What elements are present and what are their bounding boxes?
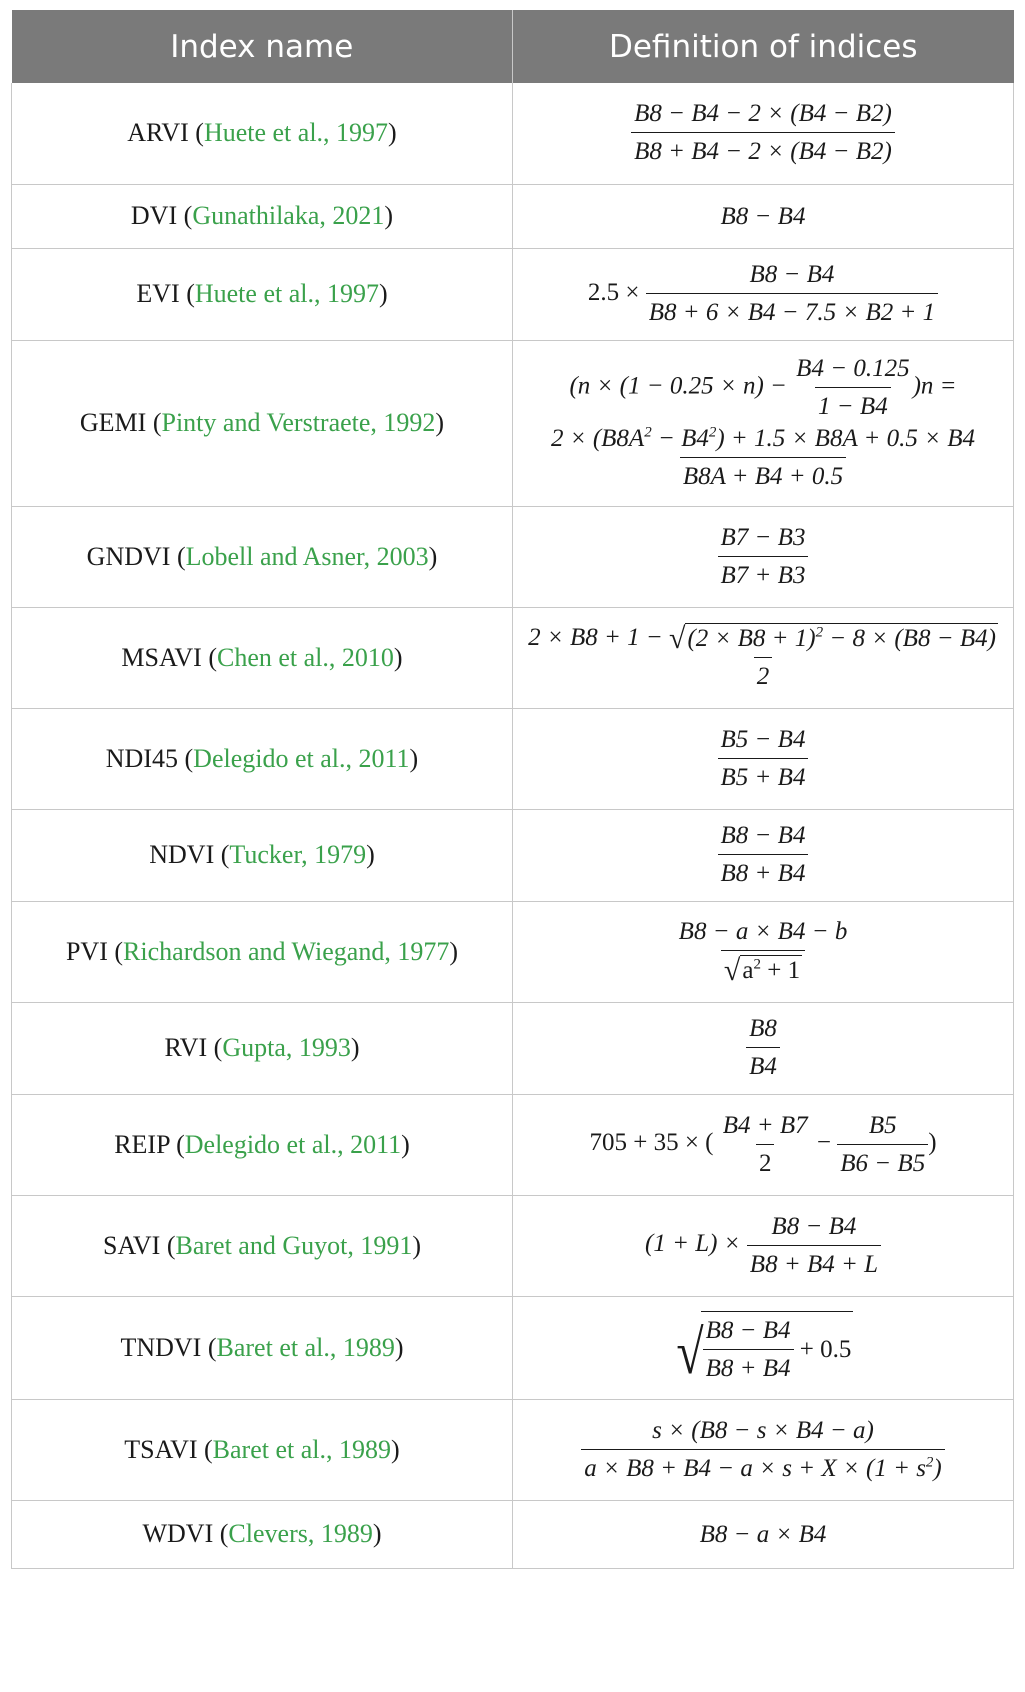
index-cell: DVI (Gunathilaka, 2021)	[12, 184, 513, 248]
table-row	[12, 340, 1014, 506]
formula-cell	[513, 1094, 1014, 1195]
index-cell: PVI (Richardson and Wiegand, 1977)	[12, 901, 513, 1002]
reference-link[interactable]: Lobell and Asner, 2003	[185, 541, 429, 571]
index-cell: RVI (Gupta, 1993)	[12, 1002, 513, 1094]
reference-link[interactable]: Baret et al., 1989	[216, 1332, 395, 1362]
formula-reip	[589, 1111, 937, 1177]
formula-denominator: B8 + B4	[718, 854, 809, 889]
table-row	[12, 1195, 1014, 1296]
formula-tndvi-post: + 0.5	[799, 1336, 852, 1363]
reference-link[interactable]: Huete et al., 1997	[194, 279, 379, 308]
formula-numerator: B7 − B3	[720, 523, 806, 551]
index-name: EVI	[136, 279, 180, 308]
reference-link[interactable]: Huete et al., 1997	[203, 118, 389, 148]
index-name: NDVI	[149, 840, 215, 869]
formula-gndvi	[718, 523, 809, 589]
formula-denominator: B8 + B4	[703, 1349, 794, 1384]
index-cell: MSAVI (Chen et al., 2010)	[12, 607, 513, 708]
formula-cell	[513, 809, 1014, 901]
table-row	[12, 1500, 1014, 1568]
formula-denominator: B8 + 6 × B4 − 7.5 × B2 + 1	[646, 293, 938, 328]
table-row	[12, 506, 1014, 607]
formula-coefficient: 2.5 ×	[587, 278, 640, 306]
reference-link[interactable]: Chen et al., 2010	[217, 642, 394, 672]
index-cell: WDVI (Clevers, 1989)	[12, 1500, 513, 1568]
formula-pvi	[676, 917, 851, 988]
formula-cell	[513, 83, 1014, 184]
table-row	[12, 184, 1014, 248]
table-row	[12, 1399, 1014, 1500]
index-cell: EVI (Huete et al., 1997)	[12, 248, 513, 340]
formula-cell	[513, 1296, 1014, 1399]
index-name: RVI	[164, 1033, 208, 1062]
table-header-row	[12, 10, 1014, 83]
index-name: GNDVI	[86, 541, 171, 571]
formula-dvi: B8 − B4	[720, 203, 806, 230]
formula-denominator: B8 + B4 − 2 × (B4 − B2)	[631, 132, 895, 167]
formula-denominator: 2	[756, 1144, 775, 1179]
reference-link[interactable]: Gupta, 1993	[222, 1033, 351, 1062]
formula-denominator: 2	[754, 657, 773, 692]
index-cell: TSAVI (Baret et al., 1989)	[12, 1399, 513, 1500]
index-name: ARVI	[127, 118, 189, 148]
formula-denominator: $a \times B8 + B4 - a \times s + X \times (1 + s^2)$	[581, 1449, 945, 1484]
formula-numerator: B5 − B4	[720, 725, 806, 753]
reference-link[interactable]: Richardson and Wiegand, 1977	[123, 936, 450, 966]
table-row	[12, 1296, 1014, 1399]
index-name: TSAVI	[124, 1434, 198, 1464]
formula-cell	[513, 506, 1014, 607]
table-row	[12, 607, 1014, 708]
sqrt-symbol: √ $a^2 + 1$	[723, 954, 801, 988]
formula-ndvi	[718, 822, 809, 887]
formula-numerator: $2 \times (B8A^2 - B4^2) + 1.5 \times B8A + 0.5 \times B4$	[550, 424, 976, 452]
formula-numerator: B8 − B4 − 2 × (B4 − B2)	[634, 100, 892, 128]
vegetation-indices-table	[11, 10, 1014, 1569]
formula-denominator: B4	[746, 1047, 780, 1082]
formula-denominator	[721, 950, 805, 987]
index-name: DVI	[130, 201, 178, 230]
formula-numerator: B8 − B4	[720, 822, 806, 849]
index-name: NDI45	[105, 743, 178, 773]
formula-numerator: B4 − 0.125	[796, 355, 910, 382]
table-row	[12, 901, 1014, 1002]
index-cell: ARVI (Huete et al., 1997)	[12, 83, 513, 184]
formula-cell	[513, 184, 1014, 248]
formula-numerator: B8 − B4	[705, 1317, 791, 1344]
table-row	[12, 83, 1014, 184]
formula-cell	[513, 1500, 1014, 1568]
formula-numerator: B8 − a × B4 − b	[678, 917, 848, 945]
index-name: MSAVI	[121, 642, 202, 672]
formula-msavi	[525, 622, 1001, 691]
index-name: PVI	[65, 936, 108, 966]
formula-numerator: 2 × B8 + 1 − √ $(2 \times B8 + 1)^2 - 8 \times (B8 - B4)$	[528, 622, 996, 656]
header-index-name: Index name	[12, 10, 513, 83]
index-cell: NDVI (Tucker, 1979)	[12, 809, 513, 901]
formula-gemi-post: )n =	[912, 372, 957, 400]
indices-table-page	[11, 10, 1014, 1569]
formula-savi	[645, 1212, 881, 1278]
formula-savi-pre: (1 + L) ×	[645, 1230, 741, 1258]
formula-reip-minus: −	[816, 1129, 832, 1157]
header-definition: Definition of indices	[513, 10, 1014, 83]
table-row	[12, 1002, 1014, 1094]
formula-denominator: 1 − B4	[815, 387, 891, 422]
formula-denominator: B7 + B3	[718, 556, 809, 591]
formula-denominator: B5 + B4	[718, 758, 809, 793]
formula-denominator: B6 − B5	[837, 1144, 928, 1179]
table-row	[12, 708, 1014, 809]
index-cell: TNDVI (Baret et al., 1989)	[12, 1296, 513, 1399]
formula-numerator: B8 − B4	[749, 261, 835, 288]
reference-link[interactable]: Baret et al., 1989	[212, 1434, 392, 1464]
index-name: WDVI	[142, 1519, 214, 1548]
table-row	[12, 248, 1014, 340]
reference-link[interactable]: Delegido et al., 2011	[193, 743, 410, 773]
reference-link[interactable]: Delegido et al., 2011	[184, 1129, 402, 1159]
formula-cell	[513, 1399, 1014, 1500]
table-row	[12, 809, 1014, 901]
reference-link[interactable]: Tucker, 1979	[229, 840, 367, 869]
index-cell: NDI45 (Delegido et al., 2011)	[12, 708, 513, 809]
index-cell: GNDVI (Lobell and Asner, 2003)	[12, 506, 513, 607]
index-name: TNDVI	[120, 1332, 202, 1362]
reference-link[interactable]: Clevers, 1989	[228, 1519, 373, 1548]
sqrt-symbol: √ $(2 \times B8 + 1)^2 - 8 \times (B8 - B4)$	[668, 622, 996, 656]
formula-reip-post: )	[928, 1129, 937, 1157]
formula-cell	[513, 607, 1014, 708]
formula-numerator: s × (B8 − s × B4 − a)	[652, 1416, 874, 1444]
formula-ndi45	[718, 725, 809, 791]
formula-gemi	[548, 354, 978, 492]
formula-rvi	[746, 1015, 780, 1080]
reference-link[interactable]: Baret and Guyot, 1991	[175, 1230, 413, 1260]
index-name: SAVI	[102, 1230, 161, 1260]
formula-cell	[513, 1002, 1014, 1094]
reference-link[interactable]: Pinty and Verstraete, 1992	[161, 408, 436, 437]
formula-numerator: B8 − B4	[771, 1212, 857, 1240]
formula-numerator: B5	[868, 1111, 897, 1139]
formula-denominator: B8A + B4 + 0.5	[680, 457, 846, 492]
index-name: GEMI	[79, 408, 147, 437]
formula-wdvi: B8 − a × B4	[699, 1521, 827, 1548]
index-cell: REIP (Delegido et al., 2011)	[12, 1094, 513, 1195]
formula-cell	[513, 708, 1014, 809]
formula-numerator: B4 + B7	[722, 1111, 808, 1139]
formula-tndvi	[673, 1317, 854, 1387]
formula-numerator: B8	[749, 1015, 777, 1042]
index-name: REIP	[114, 1129, 170, 1159]
reference-link[interactable]: Gunathilaka, 2021	[192, 201, 385, 230]
formula-gemi-pre: (n × (1 − 0.25 × n) −	[569, 372, 787, 400]
sqrt-symbol: √ $\frac{B8 - B4}{B8 + B4}$ + 0.5	[673, 1311, 854, 1384]
index-cell: GEMI (Pinty and Verstraete, 1992)	[12, 340, 513, 506]
formula-reip-pre: 705 + 35 × (	[589, 1129, 714, 1157]
formula-cell	[513, 340, 1014, 506]
formula-cell	[513, 1195, 1014, 1296]
index-cell: SAVI (Baret and Guyot, 1991)	[12, 1195, 513, 1296]
formula-cell	[513, 248, 1014, 340]
formula-denominator: B8 + B4 + L	[747, 1245, 881, 1280]
formula-cell	[513, 901, 1014, 1002]
table-row	[12, 1094, 1014, 1195]
